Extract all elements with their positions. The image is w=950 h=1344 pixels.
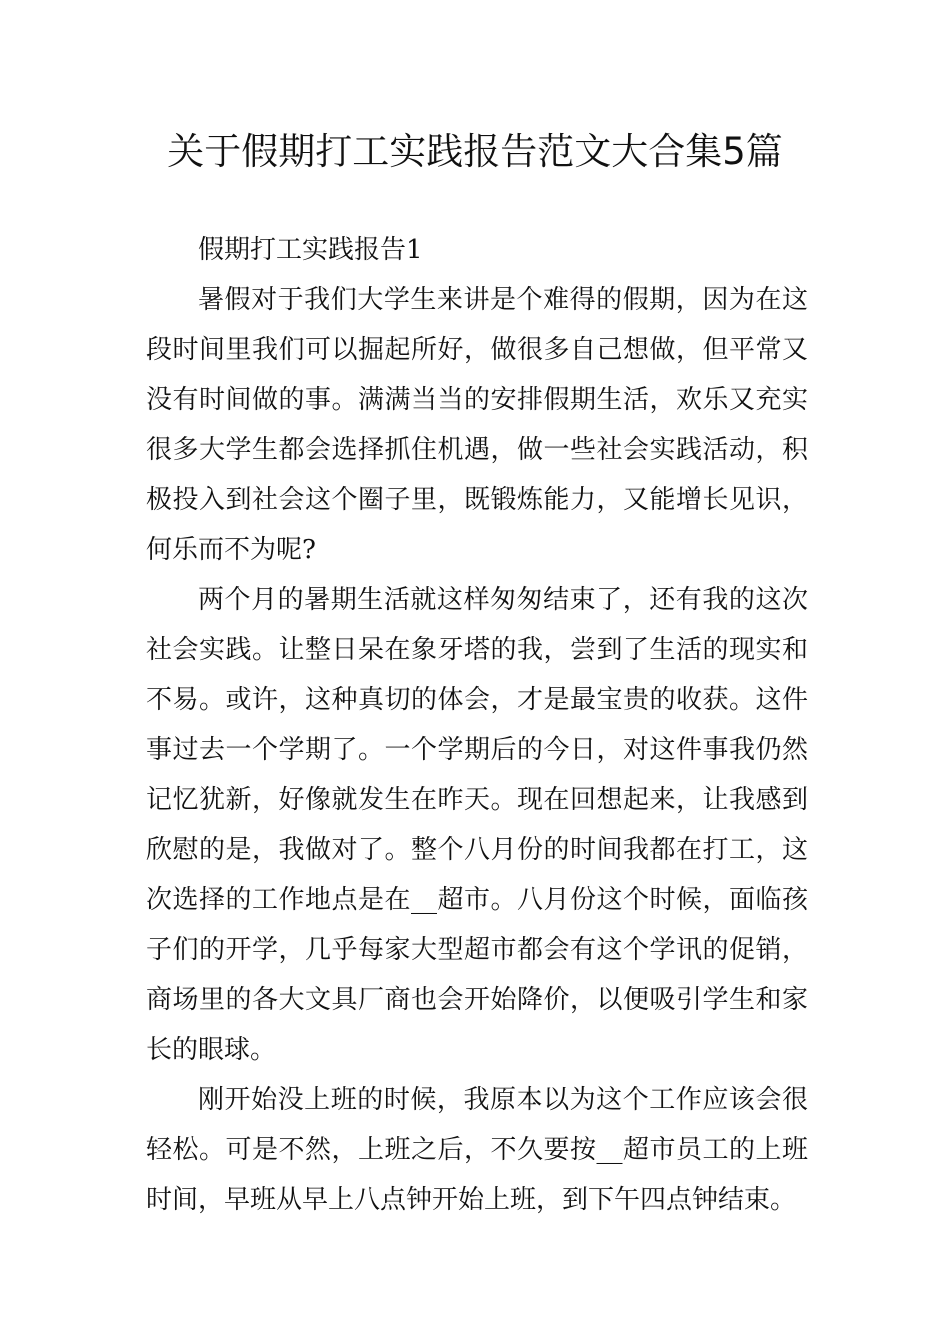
section-heading: 假期打工实践报告1 xyxy=(198,235,423,265)
paragraph-2: 两个月的暑期生活就这样匆匆结束了，还有我的这次社会实践。让整日呆在象牙塔的我，尝到了生活的现实和不易。或许，这种真切的体会，才是最宝贵的收获。这件事过去一个学期了。一个学期后的今日，对这件事我仍然记忆犹新，好像就发生在昨天。现在回想起来，让我感到欣慰的是，我做对了。整个八月份的时间我都在打工，这次选择的工作地点是在__超市。八月份这个时候，面临孩子们的开学，几乎每家大型超市都会有这个学讯的促销，商场里的各大文具厂商也会开始降价，以便吸引学生和家长的眼球。 xyxy=(146,585,808,1065)
paragraph-3: 刚开始没上班的时候，我原本以为这个工作应该会很轻松。可是不然，上班之后，不久要按__超市员工的上班时间，早班从早上八点钟开始上班，到下午四点钟结束。 xyxy=(146,1085,808,1215)
paragraph-1: 暑假对于我们大学生来讲是个难得的假期，因为在这段时间里我们可以掘起所好，做很多自己想做，但平常又没有时间做的事。满满当当的安排假期生活，欢乐又充实很多大学生都会选择抓住机遇，做一些社会实践活动，积极投入到社会这个圈子里，既锻炼能力，又能增长见识，何乐而不为呢? xyxy=(146,285,808,565)
document-title: 关于假期打工实践报告范文大合集5篇 xyxy=(167,130,783,173)
document-body xyxy=(146,225,808,1225)
